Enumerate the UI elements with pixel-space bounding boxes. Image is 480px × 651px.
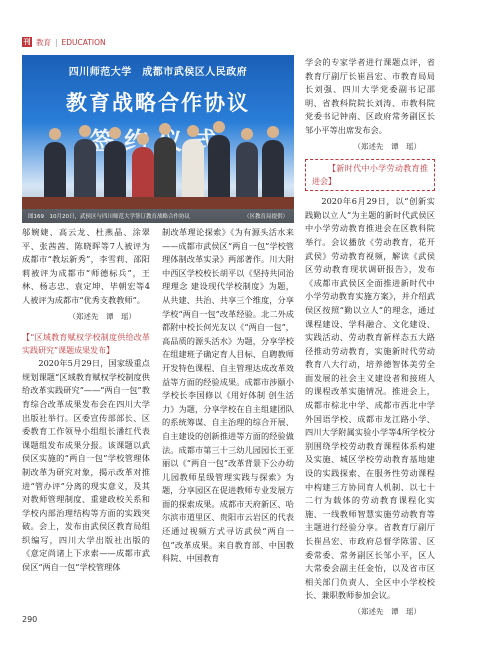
photo-credit: （区教育局提供） [243,214,288,220]
paragraph: 2020年6月29日，以“创新实践勤以立人”为主题的新时代武侯区中小学劳动教育推进会在区教科院举行。会议播放《劳动教育，花开武侯》劳动教育视频，解读《武侯区劳动教育现状调研报告》，发布《成都市武侯区全面推进新时代中小学劳动教育实施方案》，并介绍武侯区按照“勤以立人”的理念，通过课程建设、学科融合、文化建设、实践活动、劳动教育新样态五大路径推动劳动教育，实施新时代劳动教育八大行动，培养德智体美劳全面发展的社会主义建设者和接班人的课程改革实施情况。推进会上，成都市棕北中学、成都市西北中学外国语学校、成都市龙江路小学、四川大学附属实验小学等4所学校分别围绕学校劳动教育课程体系构建及实施、城区学校劳动教育基地建设的实践探索、在服务性劳动课程中构建三方协同育人机制、以七十二行为载体的劳动教育课程化实施、一线教师智慧实施劳动教育等主题进行经验分享。省教育厅副厅长崔昌宏、市政府总督学陈雷、区委常委、常务副区长邹小平，区人大常委会副主任金怡，以及省市区相关部门负责人、全区中小学校校长、兼职教师参加会议。 [305,196,435,601]
byline: （郑述先 谭 瑶） [353,606,421,616]
page-header [22,34,106,50]
byline: （郑述先 谭 瑶） [68,311,136,321]
byline: （郑述先 谭 瑶） [353,141,421,151]
section-title: 【“区域教育赋权学校制度供给改革实践研究”课题成果发布】 [22,333,150,356]
photo-caption: 图169 10月20日，武侯区与四川师范大学签订教育战略合作协议 [28,214,190,220]
column-middle [162,226,294,566]
header-separator: | [55,37,58,47]
section-block [305,159,435,191]
attendees-group [22,112,294,197]
section-name-cn: 教育 [36,37,51,47]
ceremony-photo [22,55,294,223]
section-logo-icon: 刊 [23,38,31,46]
banner-title: 教育战略合作协议 [66,91,250,115]
paragraph: 2020年5月29日，国家级重点规划课题“区域教育赋权学校制度供给改革实践研究”——“两自一包”教育综合改革成果发布会在四川大学出版社举行。区委宣传部部长、区委教育工作领导小组组长潘红代表课题组发布成果分报。该课题以武侯区实施的“两自一包”学校管理体制改革为研究对象，揭示改革对推进“管办评”分离的现实意义，及其对教师管理制度、重建政校关系和学校内部治理结构等方面的实践突破。会上，发布由武侯区教育局组织编写，四川大学出版社出版的《意定尚诸上下求索——成都市武侯区“两自一包”学校管理体 [22,358,150,573]
signing-table [22,197,294,209]
paragraph: 邬婉婕、高云龙、杜燕晶、涂翠平、张茜茜、陈晓晖等7人被评为成都市“教坛新秀”，李雪莉、邵阳莉被评为成都市“师德标兵”，王林、杨志忠、袁定坤、毕朝宏等4人被评为成都市“优秀支教教师”。 [22,227,150,305]
paragraph: 学会的专家学者进行课题点评，省教育厅副厅长崔昌宏、市教育局局长刘强、四川大学党委副书记邵明、省教科院院长刘涛、市教科院党委书记钟南、区政府常务副区长邹小平等出席发布会。 [305,57,435,135]
column-left [22,226,150,575]
paragraph: 制改革理论探索》《为有源头活水来——成都市武侯区“两自一包”学校管理体制改革实录》两部著作。川大附中西区学校校长胡平以《坚持共同治理理念 建设现代学校制度》为题，从共建、共治、共享三个维度，分享学校“两自一包”改革经验。北二外成都附中校长何光友以《“两自一包”，高品质的源头活水》为题，分享学校在组建班子确定育人目标、自聘教师开发特色课程、自主管理达成改革效益等方面的经验成果。成都市涉颐小学校长李国修以《用好体制 创生活力》为题，分享学校在自主组建团队的系统筹谋、自主治理的综合开展、自主建设的创新推进等方面的经验做法。成都市第三十三幼儿园园长王亚丽以《“两自一包”改革背景下公办幼儿园教师星级管理实践与探索》为题，分享园区在促进教师专业发展方面的探索成果。成都市天府新区、哈尔滨市道里区、贵阳市云岩区的代表还通过视频方式寻访武侯“两自一包”改革成果。来自教育部、中国教科院、中国教育 [162,227,294,564]
column-right [305,56,435,619]
section-block [22,331,150,357]
photo-caption-bar [22,209,294,223]
page-number: 290 [22,615,38,624]
section-title: 【新时代中小学劳动教育推进会】 [312,164,428,187]
banner-organizers: 四川师范大学 成都市武侯区人民政府 [68,67,248,78]
section-name-en: EDUCATION [61,37,106,47]
